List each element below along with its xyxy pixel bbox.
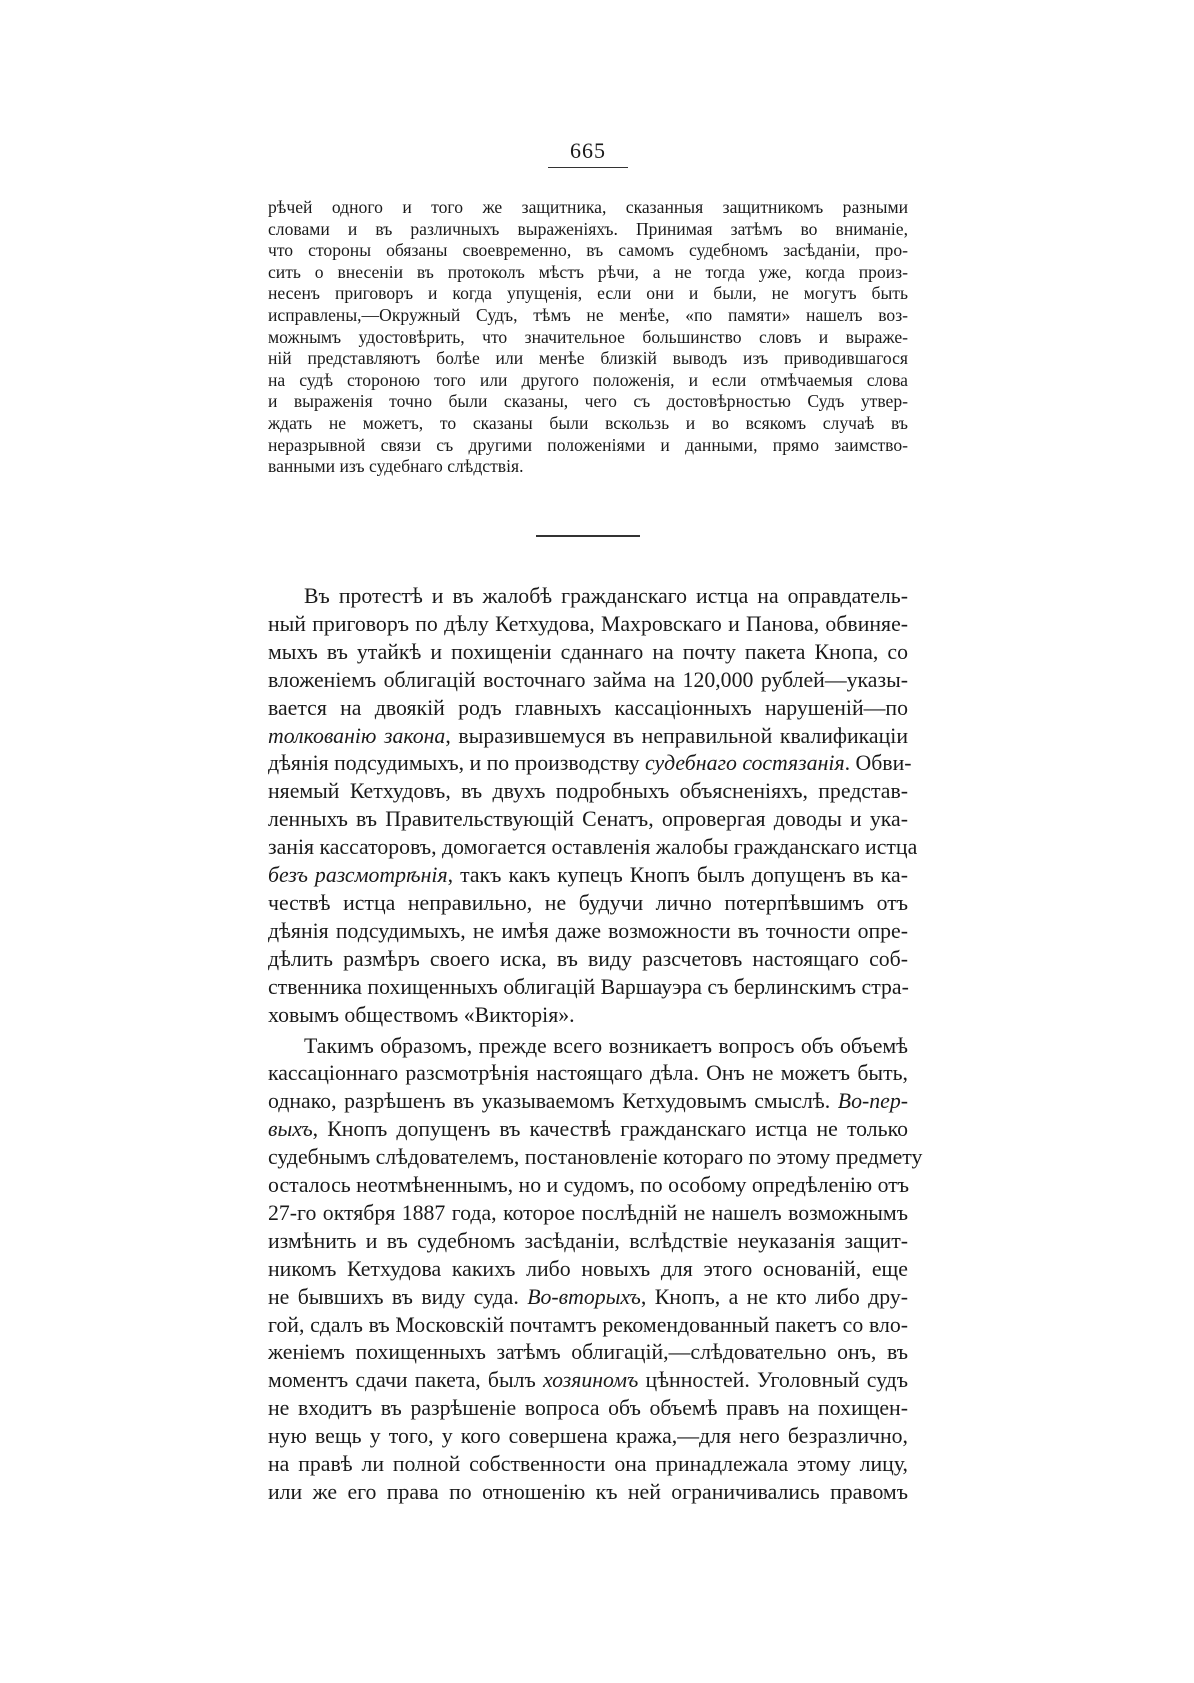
text-line: и выраженія точно были сказаны, чего съ достовѣрностью Судъ утвер- [268, 391, 908, 412]
text-line: ждать не можетъ, то сказаны были вскользь и во всякомъ случаѣ въ [268, 412, 908, 433]
text-line: словами и въ различныхъ выраженіяхъ. Принимая затѣмъ во вниманіе, [268, 218, 908, 239]
text-line: вложеніемъ облигацій восточнаго займа на 120,000 рублей—указы- [268, 667, 908, 692]
small-print-passage [268, 197, 908, 478]
italic-phrase: Во-пер- [837, 1089, 908, 1114]
text-line: женіемъ похищенныхъ затѣмъ облигацій,—слѣдовательно онъ, въ [268, 1340, 908, 1365]
text-line: занія кассаторовъ, домогается оставленія жалобы гражданскаго истца [268, 835, 918, 860]
text-line: Такимъ образомъ, прежде всего возникаетъ вопросъ объ объемѣ [304, 1033, 908, 1058]
text-line: осталось неотмѣненнымъ, но и судомъ, по особому опредѣленію отъ [268, 1173, 910, 1198]
text-line: толкованію закона, выразившемуся въ неправильной квалификаціи [268, 723, 908, 748]
text-line: ховымъ обществомъ «Викторія». [268, 1002, 575, 1027]
text-line: не входитъ въ разрѣшеніе вопроса объ объемѣ правъ на похищен- [268, 1396, 908, 1421]
italic-phrase: судебнаго состязанія [644, 751, 845, 776]
text-line: ванными изъ судебнаго слѣдствія. [268, 456, 524, 477]
text-line: выхъ, Кнопъ допущенъ въ качествѣ гражданскаго истца не только [268, 1117, 908, 1142]
text-line: несенъ приговоръ и когда упущенія, если они и были, не могутъ быть [268, 283, 908, 304]
text-line: рѣчей одного и того же защитника, сказанныя защитникомъ разными [268, 197, 908, 217]
text-line: не бывшихъ въ виду суда. Во-вторыхъ, Кнопъ, а не кто либо дру- [268, 1284, 908, 1309]
text-line: вается на двоякій родъ главныхъ кассаціонныхъ нарушеній—по [268, 695, 908, 720]
text-line: Въ протестѣ и въ жалобѣ гражданскаго истца на оправдатель- [304, 584, 908, 608]
text-line: ный приговоръ по дѣлу Кетхудова, Махровскаго и Панова, обвиняе- [268, 611, 908, 636]
text-line: дѣянія подсудимыхъ, не имѣя даже возможности въ точности опре- [268, 918, 908, 943]
text-line: судебнымъ слѣдователемъ, постановленіе котораго по этому предмету [268, 1145, 923, 1170]
text-line: ственника похищенныхъ облигацій Варшауэра съ берлинскимъ стра- [268, 974, 909, 999]
text-line: ленныхъ въ Правительствующій Сенатъ, опровергая доводы и ука- [268, 807, 908, 832]
page-number-underline [548, 167, 628, 168]
italic-phrase: толкованію закона [268, 723, 446, 748]
italic-phrase: Во-вторыхъ [527, 1284, 641, 1309]
text-line: измѣнить и въ судебномъ засѣданіи, вслѣдствіе неуказанія защит- [268, 1228, 908, 1253]
main-passage [268, 583, 923, 1507]
text-line: ную вещь у того, у кого совершена кража,—для него безразлично, [268, 1424, 908, 1449]
text-line: можнымъ удостовѣрить, что значительное большинство словъ и выраже- [268, 326, 908, 347]
text-line: или же его права по отношенію къ ней ограничивались правомъ [268, 1480, 908, 1504]
text-line: неразрывной связи съ другими положеніями и данными, прямо заимство- [268, 434, 908, 455]
text-line: на судѣ стороною того или другого положенія, и если отмѣчаемыя слова [268, 369, 908, 390]
text-line: няемый Кетхудовъ, въ двухъ подробныхъ объясненіяхъ, представ- [268, 779, 908, 804]
text-line: чествѣ истца неправильно, не будучи лично потерпѣвшимъ отъ [268, 890, 908, 915]
italic-phrase: безъ разсмотрѣнія [268, 863, 448, 888]
italic-phrase: выхъ [268, 1117, 313, 1142]
italic-phrase: хозяиномъ [542, 1368, 639, 1393]
page-number: 665 [570, 138, 606, 163]
text-line: гой, сдалъ въ Московскій почтамтъ рекомендованный пакетъ со вло- [268, 1312, 908, 1337]
text-line: однако, разрѣшенъ въ указываемомъ Кетхудовымъ смыслѣ. Во-пер- [268, 1089, 908, 1114]
text-line: сить о внесеніи въ протоколъ мѣстъ рѣчи, а не тогда уже, когда произ- [268, 261, 908, 282]
text-line: моментъ сдачи пакета, былъ хозяиномъ цѣнностей. Уголовный судъ [268, 1368, 908, 1393]
text-line: на правѣ ли полной собственности она принадлежала этому лицу, [268, 1452, 908, 1477]
text-line: что стороны обязаны своевременно, въ самомъ судебномъ засѣданіи, про- [268, 240, 908, 261]
text-line: исправлены,—Окружный Судъ, тѣмъ не менѣе, «по памяти» нашелъ воз- [268, 304, 908, 325]
text-line: безъ разсмотрѣнія, такъ какъ купецъ Кнопъ былъ допущенъ въ ка- [268, 863, 908, 888]
text-line: дѣянія подсудимыхъ, и по производству судебнаго состязанія. Обви- [268, 751, 912, 776]
text-line: кассаціоннаго разсмотрѣнія настоящаго дѣла. Онъ не можетъ быть, [268, 1061, 908, 1086]
section-divider [536, 535, 640, 537]
text-line: мыхъ въ утайкѣ и похищеніи сданнаго на почту пакета Кнопа, со [268, 639, 908, 664]
text-line: 27-го октября 1887 года, которое послѣдній не нашелъ возможнымъ [268, 1200, 908, 1225]
text-line: никомъ Кетхудова какихъ либо новыхъ для этого основаній, еще [268, 1256, 908, 1281]
text-line: дѣлить размѣръ своего иска, въ виду разсчетовъ настоящаго соб- [268, 946, 908, 971]
text-line: ній представляютъ болѣе или менѣе близкій выводъ изъ приводившагося [268, 348, 908, 369]
